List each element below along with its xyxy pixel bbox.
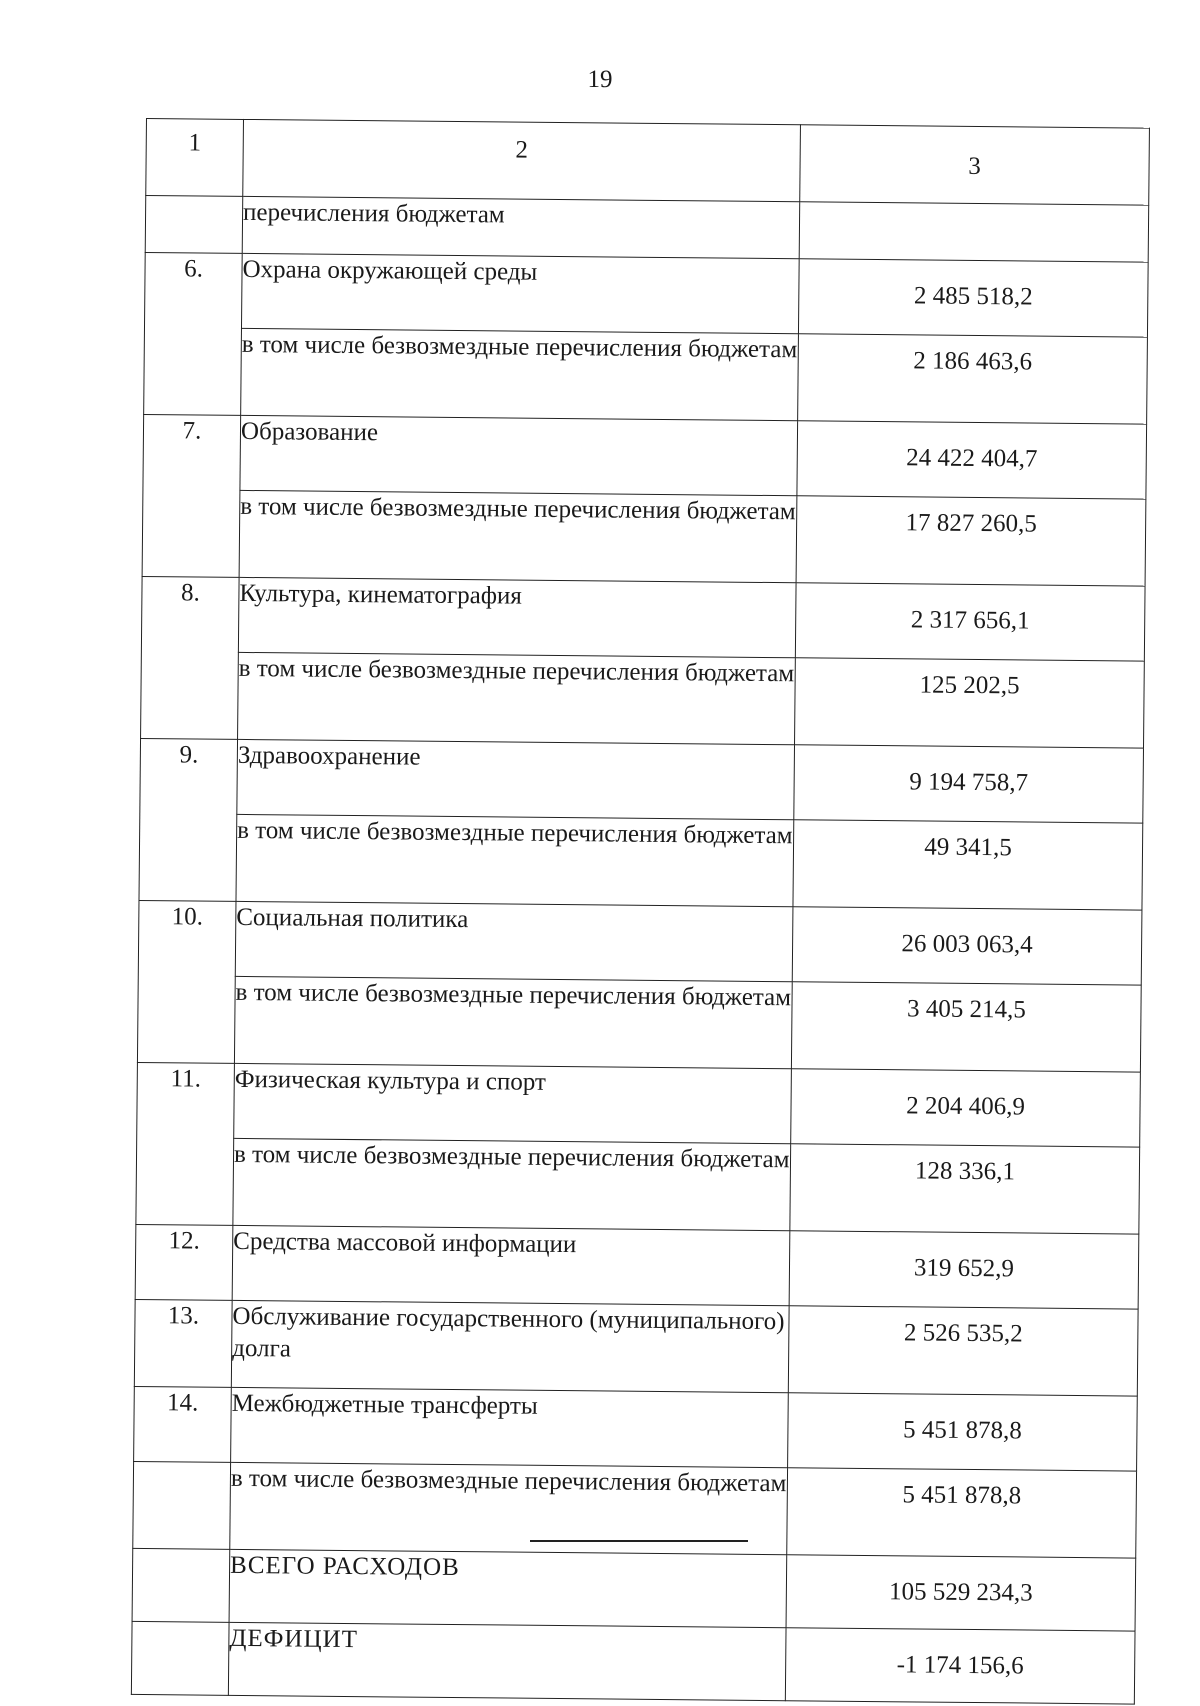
header-col-2: 2 bbox=[243, 119, 801, 201]
row-number: 8. bbox=[141, 576, 240, 739]
subrow-label: в том числе безвозмездные перечисления бюджетам bbox=[241, 328, 799, 420]
row-name: Средства массовой информации bbox=[232, 1225, 790, 1305]
table-subrow bbox=[137, 975, 1141, 1072]
continuation-label: перечисления бюджетам bbox=[242, 196, 800, 258]
subrow-label: в том числе безвозмездные перечисления бюджетам bbox=[238, 652, 796, 744]
subrow-amount: 125 202,5 bbox=[795, 658, 1145, 748]
header-col-1: 1 bbox=[146, 119, 244, 197]
table-row bbox=[134, 1299, 1138, 1396]
row-number: 12. bbox=[135, 1224, 233, 1300]
row-number: 14. bbox=[134, 1386, 232, 1462]
row-number: 6. bbox=[144, 252, 243, 415]
total-amount: 105 529 234,3 bbox=[786, 1555, 1136, 1631]
row-number: 9. bbox=[139, 738, 238, 901]
subrow-amount: 17 827 260,5 bbox=[796, 496, 1146, 586]
row-name: Обслуживание государственного (муниципального) долга bbox=[231, 1300, 789, 1392]
table-subrow bbox=[141, 651, 1145, 748]
table-row bbox=[143, 414, 1147, 499]
continuation-row bbox=[145, 196, 1149, 263]
total-label: ВСЕГО РАСХОДОВ bbox=[229, 1549, 787, 1627]
row-number-cell bbox=[133, 1461, 231, 1549]
row-name: Социальная политика bbox=[235, 901, 793, 981]
table-subrow bbox=[139, 813, 1143, 910]
header-col-3: 3 bbox=[800, 125, 1150, 205]
table-row bbox=[144, 252, 1148, 337]
subrow-amount: 128 336,1 bbox=[790, 1144, 1140, 1234]
row-amount: 2 317 656,1 bbox=[795, 583, 1145, 661]
budget-table bbox=[131, 118, 1150, 1705]
subrow-amount: 3 405 214,5 bbox=[791, 982, 1141, 1072]
table-subrow bbox=[142, 489, 1146, 586]
table-row bbox=[135, 1224, 1139, 1309]
row-number-cell bbox=[145, 196, 243, 254]
row-number: 13. bbox=[134, 1299, 232, 1387]
row-amount: 2 526 535,2 bbox=[788, 1306, 1138, 1396]
row-number: 11. bbox=[136, 1062, 235, 1225]
subrow-amount: 5 451 878,8 bbox=[787, 1468, 1137, 1558]
subrow-amount: 2 186 463,6 bbox=[798, 334, 1148, 424]
row-amount: 319 652,9 bbox=[789, 1231, 1139, 1309]
subrow-label: в том числе безвозмездные перечисления бюджетам bbox=[236, 814, 794, 906]
footer-rule bbox=[530, 1540, 748, 1542]
amount-cell bbox=[799, 202, 1149, 262]
row-amount: 2 485 518,2 bbox=[798, 259, 1148, 337]
subrow-label: в том числе безвозмездные перечисления бюджетам bbox=[230, 1462, 788, 1554]
row-name: Культура, кинематография bbox=[238, 577, 796, 657]
budget-table-body bbox=[131, 119, 1149, 1705]
subrow-label: в том числе безвозмездные перечисления бюджетам bbox=[234, 976, 792, 1068]
budget-table-container bbox=[131, 118, 1150, 1705]
page-number: 19 bbox=[587, 66, 613, 93]
row-name: Охрана окружающей среды bbox=[241, 253, 799, 333]
table-row bbox=[137, 1062, 1141, 1147]
row-number: 7. bbox=[142, 414, 241, 577]
row-name: Физическая культура и спорт bbox=[234, 1063, 792, 1143]
row-amount: 26 003 063,4 bbox=[792, 907, 1142, 985]
table-header-row bbox=[146, 119, 1150, 206]
table-subrow bbox=[133, 1461, 1137, 1558]
subrow-label: в том числе безвозмездные перечисления бюджетам bbox=[233, 1138, 791, 1230]
deficit-amount: -1 174 156,6 bbox=[785, 1628, 1135, 1704]
row-number-cell bbox=[131, 1621, 229, 1695]
table-row bbox=[138, 900, 1142, 985]
table-subrow bbox=[144, 327, 1148, 424]
table-row bbox=[141, 576, 1145, 661]
row-number: 10. bbox=[137, 900, 236, 1063]
row-amount: 9 194 758,7 bbox=[794, 745, 1144, 823]
deficit-label: ДЕФИЦИТ bbox=[228, 1622, 786, 1700]
row-amount: 2 204 406,9 bbox=[791, 1069, 1141, 1147]
row-name: Здравоохранение bbox=[237, 739, 795, 819]
subrow-amount: 49 341,5 bbox=[793, 820, 1143, 910]
table-subrow bbox=[136, 1137, 1140, 1234]
table-row bbox=[140, 738, 1144, 823]
row-number-cell bbox=[132, 1548, 230, 1622]
row-name: Образование bbox=[240, 415, 798, 495]
total-row bbox=[132, 1548, 1136, 1631]
row-amount: 24 422 404,7 bbox=[797, 421, 1147, 499]
deficit-row bbox=[131, 1621, 1135, 1704]
table-row bbox=[134, 1386, 1138, 1471]
subrow-label: в том числе безвозмездные перечисления бюджетам bbox=[239, 490, 797, 582]
row-amount: 5 451 878,8 bbox=[788, 1393, 1138, 1471]
row-name: Межбюджетные трансферты bbox=[231, 1387, 789, 1467]
